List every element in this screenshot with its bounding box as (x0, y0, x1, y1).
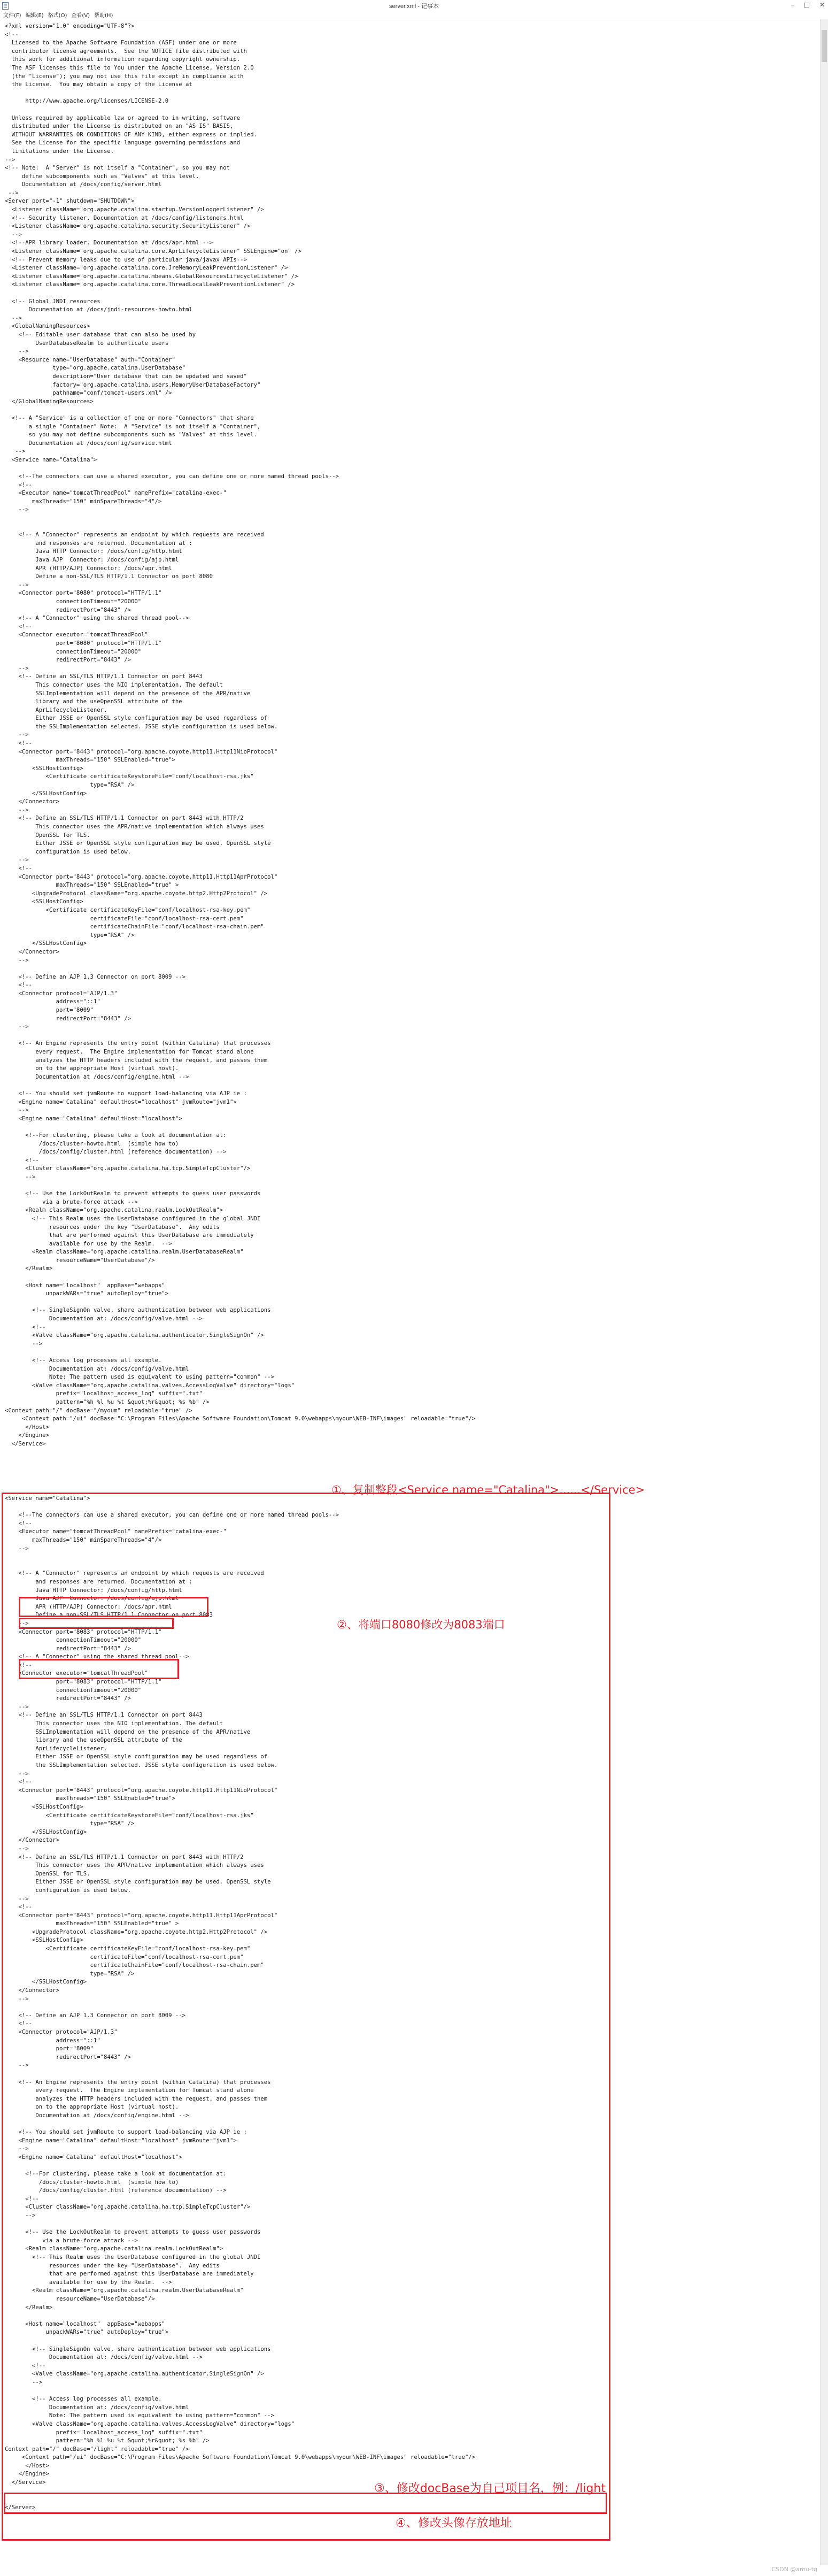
menu-format[interactable]: 格式(O) (48, 13, 67, 19)
title-bar (0, 0, 828, 11)
editor-text-original[interactable]: <?xml version="1.0" encoding="UTF-8"?> <!-- Licensed to the Apache Software Foundation (ASF) under one or more contributor license agreements. See the NOTICE file distributed with this work for additional information regarding copyright ownership. The ASF licenses this file to You under the Apache License, Version 2.0 (the "License"); you may not use this file except in compliance with the License. You may obtain a copy of the License at http://www.apache.org/licenses/LICENSE-2.0 Unless required by applicable law or agreed to in writing, software distributed under the License is distributed on an "AS IS" BASIS, WITHOUT WARRANTIES OR CONDITIONS OF ANY KIND, either express or implied. See the License for the specific language governing permissions and limitations under the License. --> <!-- Note: A "Server" is not itself a "Container", so you may not define subcomponents such as "Valves" at this level. Documentation at /docs/config/server.html --> <Server port="-1" shutdown="SHUTDOWN"> <Listener className="org.apache.catalina.startup.VersionLoggerListener" /> <!-- Security listener. Documentation at /docs/config/listeners.html <Listener className="org.apache.catalina.security.SecurityListener" /> --> <!--APR library loader. Documentation at /docs/apr.html --> <Listener className="org.apache.catalina.core.AprLifecycleListener" SSLEngine="on" /> <!-- Prevent memory leaks due to use of particular java/javax APIs--> <Listener className="org.apache.catalina.core.JreMemoryLeakPreventionListener" /> <Listener className="org.apache.catalina.mbeans.GlobalResourcesLifecycleListener" /> <Listener className="org.apache.catalina.core.ThreadLocalLeakPreventionListener" /> <!-- Global JNDI resources Documentation at /docs/jndi-resources-howto.html --> <GlobalNamingResources> <!-- Editable user database that can also be used by UserDatabaseRealm to authenticate users --> <Resource name="UserDatabase" auth="Container" type="org.apache.catalina.UserDatabase" description="User database that can be updated and saved" factory="org.apache.catalina.users.MemoryUserDatabaseFactory" pathname="conf/tomcat-users.xml" /> </GlobalNamingResources> <!-- A "Service" is a collection of one or more "Connectors" that share a single "Container" Note: A "Service" is not itself a "Container", so you may not define subcomponents such as "Valves" at this level. Documentation at /docs/config/service.html --> <Service name="Catalina"> <!--The connectors can use a shared executor, you can define one or more named thread pools--> <!-- <Executor name="tomcatThreadPool" namePrefix="catalina-exec-" maxThreads="150" minSpareThreads="4"/> --> <!-- A "Connector" represents an endpoint by which requests are received and responses are returned. Documentation at : Java HTTP Connector: /docs/config/http.html Java AJP Connector: /docs/config/ajp.html APR (HTTP/AJP) Connector: /docs/apr.html Define a non-SSL/TLS HTTP/1.1 Connector on port 8080 --> <Connector port="8080" protocol="HTTP/1.1" connectionTimeout="20000" redirectPort="8443" /> <!-- A "Connector" using the shared thread pool--> <!-- <Connector executor="tomcatThreadPool" port="8080" protocol="HTTP/1.1" connectionTimeout="20000" redirectPort="8443" /> --> <!-- Define an SSL/TLS HTTP/1.1 Connector on port 8443 This connector uses the NIO implementation. The default SSLImplementation will depend on the presence of the APR/native library and the useOpenSSL attribute of the AprLifecycleListener. Either JSSE or OpenSSL style configuration may be used regardless of the SSLImplementation selected. JSSE style configuration is used below. --> <!-- <Connector port="8443" protocol="org.apache.coyote.http11.Http11NioProtocol" maxThreads="150" SSLEnabled="true"> <SSLHostConfig> <Certificate certificateKeystoreFile="conf/localhost-rsa.jks" type="RSA" /> </SSLHostConfig> </Connector> --> <!-- Define an SSL/TLS HTTP/1.1 Connector on port 8443 with HTTP/2 This connector uses the APR/native implementation which always uses OpenSSL for TLS. Either JSSE or OpenSSL style configuration may be used. OpenSSL style configuration is used below. --> <!-- <Connector port="8443" protocol="org.apache.coyote.http11.Http11AprProtocol" maxThreads="150" SSLEnabled="true" > <UpgradeProtocol className="org.apache.coyote.http2.Http2Protocol" /> <SSLHostConfig> <Certificate certificateKeyFile="conf/localhost-rsa-key.pem" certificateFile="conf/localhost-rsa-cert.pem" certificateChainFile="conf/localhost-rsa-chain.pem" type="RSA" /> </SSLHostConfig> </Connector> --> <!-- Define an AJP 1.3 Connector on port 8009 --> <!-- <Connector protocol="AJP/1.3" address="::1" port="8009" redirectPort="8443" /> --> <!-- An Engine represents the entry point (within Catalina) that processes every request. The Engine implementation for Tomcat stand alone analyzes the HTTP headers included with the request, and passes them on to the appropriate Host (virtual host). Documentation at /docs/config/engine.html --> <!-- You should set jvmRoute to support load-balancing via AJP ie : <Engine name="Catalina" defaultHost="localhost" jvmRoute="jvm1"> --> <Engine name="Catalina" defaultHost="localhost"> <!--For clustering, please take a look at documentation at: /docs/cluster-howto.html (simple how to) /docs/config/cluster.html (reference documentation) --> <!-- <Cluster className="org.apache.catalina.ha.tcp.SimpleTcpCluster"/> --> <!-- Use the LockOutRealm to prevent attempts to guess user passwords via a brute-force attack --> <Realm className="org.apache.catalina.realm.LockOutRealm"> <!-- This Realm uses the UserDatabase configured in the global JNDI resources under the key "UserDatabase". Any edits that are performed against this UserDatabase are immediately available for use by the Realm. --> <Realm className="org.apache.catalina.realm.UserDatabaseRealm" resourceName="UserDatabase"/> </Realm> <Host name="localhost" appBase="webapps" unpackWARs="true" autoDeploy="true"> <!-- SingleSignOn valve, share authentication between web applications Documentation at: /docs/config/valve.html --> <!-- <Valve className="org.apache.catalina.authenticator.SingleSignOn" /> --> <!-- Access log processes all example. Documentation at: /docs/config/valve.html Note: The pattern used is equivalent to using pattern="common" --> <Valve className="org.apache.catalina.valves.AccessLogValve" directory="logs" prefix="localhost_access_log" suffix=".txt" pattern="%h %l %u %t &quot;%r&quot; %s %b" /> <Context path="/" docBase="/myoum" reloadable="true" /> <Context path="/ui" docBase="C:\Program Files\Apache Software Foundation\Tomcat 9.0\webapps\myoum\WEB-INF\images" reloadable="true"/> </Host> </Engine> </Service> (5, 23, 476, 1447)
annotation-step2: ②、将端口8080修改为8083端口 (337, 1618, 505, 1631)
menu-file[interactable]: 文件(F) (3, 13, 21, 19)
window-title: server.xml - 记事本 (389, 3, 439, 10)
menu-view[interactable]: 查看(V) (71, 13, 90, 19)
annotation-step4: ④、修改头像存放地址 (396, 2517, 512, 2530)
scrollbar-thumb[interactable] (822, 30, 827, 62)
minimize-icon[interactable]: – (791, 1, 794, 9)
watermark: CSDN @amu-tg (771, 2566, 817, 2573)
close-icon[interactable]: ✕ (819, 1, 825, 9)
menu-help[interactable]: 帮助(H) (94, 13, 113, 19)
status-bar (0, 2565, 828, 2576)
maximize-icon[interactable]: □ (803, 1, 810, 9)
annotation-step3: ③、修改docBase为自己项目名，例：/light (374, 2482, 606, 2495)
executor-port-highlight (19, 1659, 179, 1679)
vertical-scrollbar[interactable] (820, 19, 828, 2565)
context-path-highlight (4, 2493, 607, 2514)
connector-port-highlight (19, 1618, 174, 1629)
editor-text-copied[interactable]: <Service name="Catalina"> <!--The connectors can use a shared executor, you can define one or more named thread pools--> <!-- <Executor name="tomcatThreadPool" namePrefix="catalina-exec-" maxThreads="150" minSpareThreads="4"/> --> <!-- A "Connector" represents an endpoint by which requests are received and responses are returned. Documentation at : Java HTTP Connector: /docs/config/http.html Java AJP Connector: /docs/config/ajp.html APR (HTTP/AJP) Connector: /docs/apr.html Define a non-SSL/TLS HTTP/1.1 Connector on port 8083 --> <Connector port="8083" protocol="HTTP/1.1" connectionTimeout="20000" redirectPort="8443" /> <!-- A "Connector" using the shared thread pool--> <!-- <Connector executor="tomcatThreadPool" port="8083" protocol="HTTP/1.1" connectionTimeout="20000" redirectPort="8443" /> --> <!-- Define an SSL/TLS HTTP/1.1 Connector on port 8443 This connector uses the NIO implementation. The default SSLImplementation will depend on the presence of the APR/native library and the useOpenSSL attribute of the AprLifecycleListener. Either JSSE or OpenSSL style configuration may be used regardless of the SSLImplementation selected. JSSE style configuration is used below. --> <!-- <Connector port="8443" protocol="org.apache.coyote.http11.Http11NioProtocol" maxThreads="150" SSLEnabled="true"> <SSLHostConfig> <Certificate certificateKeystoreFile="conf/localhost-rsa.jks" type="RSA" /> </SSLHostConfig> </Connector> --> <!-- Define an SSL/TLS HTTP/1.1 Connector on port 8443 with HTTP/2 This connector uses the APR/native implementation which always uses OpenSSL for TLS. Either JSSE or OpenSSL style configuration may be used. OpenSSL style configuration is used below. --> <!-- <Connector port="8443" protocol="org.apache.coyote.http11.Http11AprProtocol" maxThreads="150" SSLEnabled="true" > <UpgradeProtocol className="org.apache.coyote.http2.Http2Protocol" /> <SSLHostConfig> <Certificate certificateKeyFile="conf/localhost-rsa-key.pem" certificateFile="conf/localhost-rsa-cert.pem" certificateChainFile="conf/localhost-rsa-chain.pem" type="RSA" /> </SSLHostConfig> </Connector> --> <!-- Define an AJP 1.3 Connector on port 8009 --> <!-- <Connector protocol="AJP/1.3" address="::1" port="8009" redirectPort="8443" /> --> <!-- An Engine represents the entry point (within Catalina) that processes every request. The Engine implementation for Tomcat stand alone analyzes the HTTP headers included with the request, and passes them on to the appropriate Host (virtual host). Documentation at /docs/config/engine.html --> <!-- You should set jvmRoute to support load-balancing via AJP ie : <Engine name="Catalina" defaultHost="localhost" jvmRoute="jvm1"> --> <Engine name="Catalina" defaultHost="localhost"> <!--For clustering, please take a look at documentation at: /docs/cluster-howto.html (simple how to) /docs/config/cluster.html (reference documentation) --> <!-- <Cluster className="org.apache.catalina.ha.tcp.SimpleTcpCluster"/> --> <!-- Use the LockOutRealm to prevent attempts to guess user passwords via a brute-force attack --> <Realm className="org.apache.catalina.realm.LockOutRealm"> <!-- This Realm uses the UserDatabase configured in the global JNDI resources under the key "UserDatabase". Any edits that are performed against this UserDatabase are immediately available for use by the Realm. --> <Realm className="org.apache.catalina.realm.UserDatabaseRealm" resourceName="UserDatabase"/> </Realm> <Host name="localhost" appBase="webapps" unpackWARs="true" autoDeploy="true"> <!-- SingleSignOn valve, share authentication between web applications Documentation at: /docs/config/valve.html --> <!-- <Valve className="org.apache.catalina.authenticator.SingleSignOn" /> --> <!-- Access log processes all example. Documentation at: /docs/config/valve.html Note: The pattern used is equivalent to using pattern="common" --> <Valve className="org.apache.catalina.valves.AccessLogValve" directory="logs" prefix="localhost_access_log" suffix=".txt" pattern="%h %l %u %t &quot;%r&quot; %s %b" /> Context path="/" docBase="/light" reloadable="true" /> <Context path="/ui" docBase="C:\Program Files\Apache Software Foundation\Tomcat 9.0\webapps\myoum\WEB-INF\images" reloadable="true"/> </Host> </Engine> </Service> </Server> (5, 1495, 476, 2511)
annotation-step1: ①、复制整段<Service name="Catalina">......</Service> (331, 1483, 645, 1496)
menu-edit[interactable]: 编辑(E) (25, 13, 44, 19)
apr-comment-highlight (19, 1597, 208, 1617)
menu-bar (0, 11, 828, 19)
